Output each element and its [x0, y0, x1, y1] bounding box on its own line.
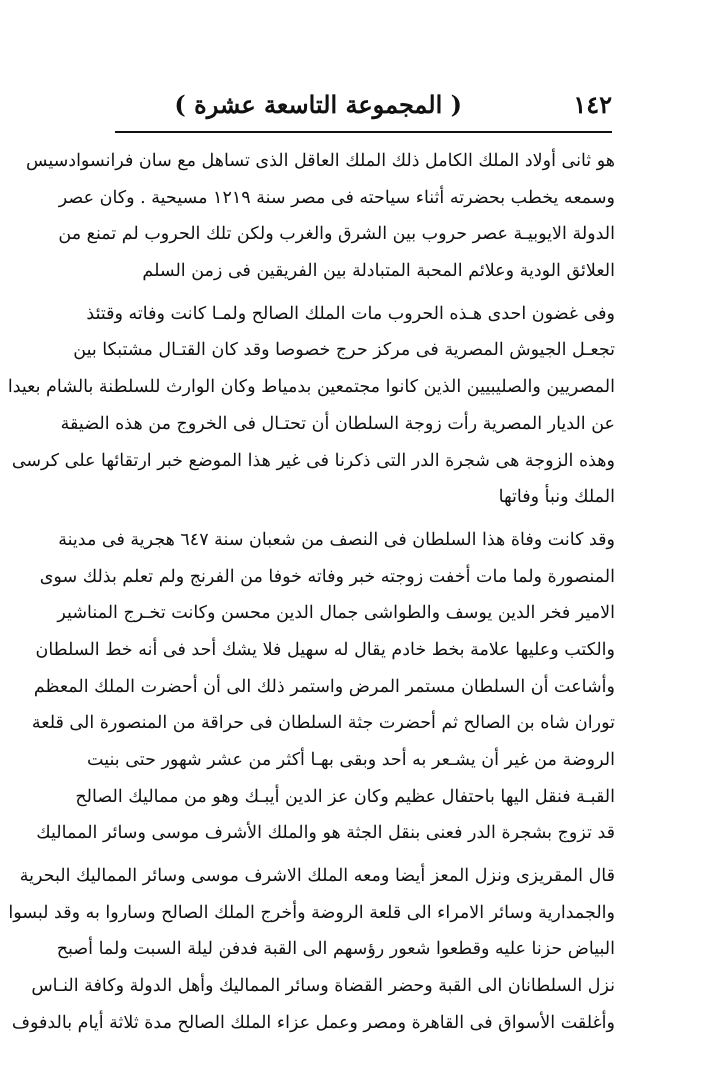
paragraph-1: [26, 143, 615, 290]
text-line: وسمعه يخطب بحضرته أثناء سياحته فى مصر سنة ١٢١٩ مسيحية . وكان عصر: [58, 187, 615, 208]
text-line: والكتب وعليها علامة بخط خادم يقال له سهيل فلا يشك أحد فى أنه خط السلطان: [35, 639, 615, 660]
text-line: قال المقريزى ونزل المعز أيضا ومعه الملك الاشرف موسى وسائر المماليك البحرية: [19, 866, 615, 887]
text-line: وقد كانت وفاة هذا السلطان فى النصف من شعبان سنة ٦٤٧ هجرية فى مدينة: [58, 529, 615, 550]
text-line: البياض حزنا عليه وقطعوا شعور رؤسهم الى القبة فدفن ليلة السبت ولما أصبح: [56, 939, 615, 960]
text-line: وفى غضون احدى هـذه الحروب مات الملك الصالح ولمـا كانت وفاته وقتئذ: [86, 303, 615, 324]
running-title: ( المجموعة التاسعة عشرة ): [174, 90, 462, 119]
text-line: العلائق الودية وعلائم المحبة المتبادلة بين الفريقين فى زمن السلم: [142, 261, 615, 282]
text-line: المنصورة ولما مات أخفت زوجته خبر وفاته خوفا من الفرنج ولم تعلم بذلك سوى: [39, 566, 615, 587]
body-text: [7, 143, 615, 1048]
paragraph-2: [7, 296, 615, 516]
text-line: المصريين والصليبيين الذين كانوا مجتمعين بدمياط وكان الوارث للسلطنة بالشام بعيدا: [7, 377, 615, 398]
text-line: توران شاه بن الصالح ثم أحضرت جثة السلطان فى حراقة من المنصورة الى قلعة: [31, 713, 615, 734]
text-line: وهذه الزوجة هى شجرة الدر التى ذكرنا فى غير هذا الموضع خبر ارتقائها على كرسى: [11, 450, 615, 471]
header-rule: [115, 131, 612, 133]
paragraph-4: [8, 858, 615, 1041]
text-line: قد تزوج بشجرة الدر فعنى بنقل الجثة هو والملك الأشرف موسى وسائر المماليك: [36, 823, 615, 844]
text-line: وأغلقت الأسواق فى القاهرة ومصر وعمل عزاء الملك الصالح مدة ثلاثة أيام بالدفوف: [11, 1012, 615, 1033]
text-line: القبـة فنقل اليها باحتفال عظيم وكان عز الدين أيبـك وهو من مماليك الصالح: [75, 786, 615, 807]
text-line: الامير فخر الدين يوسف والطواشى جمال الدين محسن وكانت تخـرج المناشير: [57, 603, 615, 624]
text-line: الدولة الايوبيـة عصر حروب بين الشرق والغرب ولكن تلك الحروب لم تمنع من: [58, 224, 615, 245]
page-number: ١٤٢: [573, 90, 612, 119]
text-line: وأشاعت أن السلطان مستمر المرض واستمر ذلك الى أن أحضرت الملك المعظم: [33, 676, 615, 697]
text-line: نزل السلطانان الى القبة وحضر القضاة وسائر المماليك وأهل الدولة وكافة النـاس: [31, 976, 615, 997]
text-line: الملك ونبأ وفاتها: [498, 487, 615, 508]
text-line: عن الديار المصرية رأت زوجة السلطان أن تحتـال فى الخروج من هذه الضيقة: [60, 413, 615, 434]
paragraph-3: [31, 522, 615, 852]
text-line: والجمدارية وسائر الامراء الى قلعة الروضة وأخرج الملك الصالح وساروا به وقد لبسوا: [8, 902, 615, 923]
text-line: الروضة من غير أن يشـعر به أحد وبقى بهـا أكثر من عشر شهور حتى بنيت: [87, 750, 615, 770]
text-line: هو ثانى أولاد الملك الكامل ذلك الملك العاقل الذى تساهل مع سان فرانسوادسيس: [26, 151, 615, 171]
page-header: [115, 88, 612, 124]
text-line: تجعـل الجيوش المصرية فى مركز حرج خصوصا وقد كان القتـال مشتبكا بين: [73, 340, 615, 361]
